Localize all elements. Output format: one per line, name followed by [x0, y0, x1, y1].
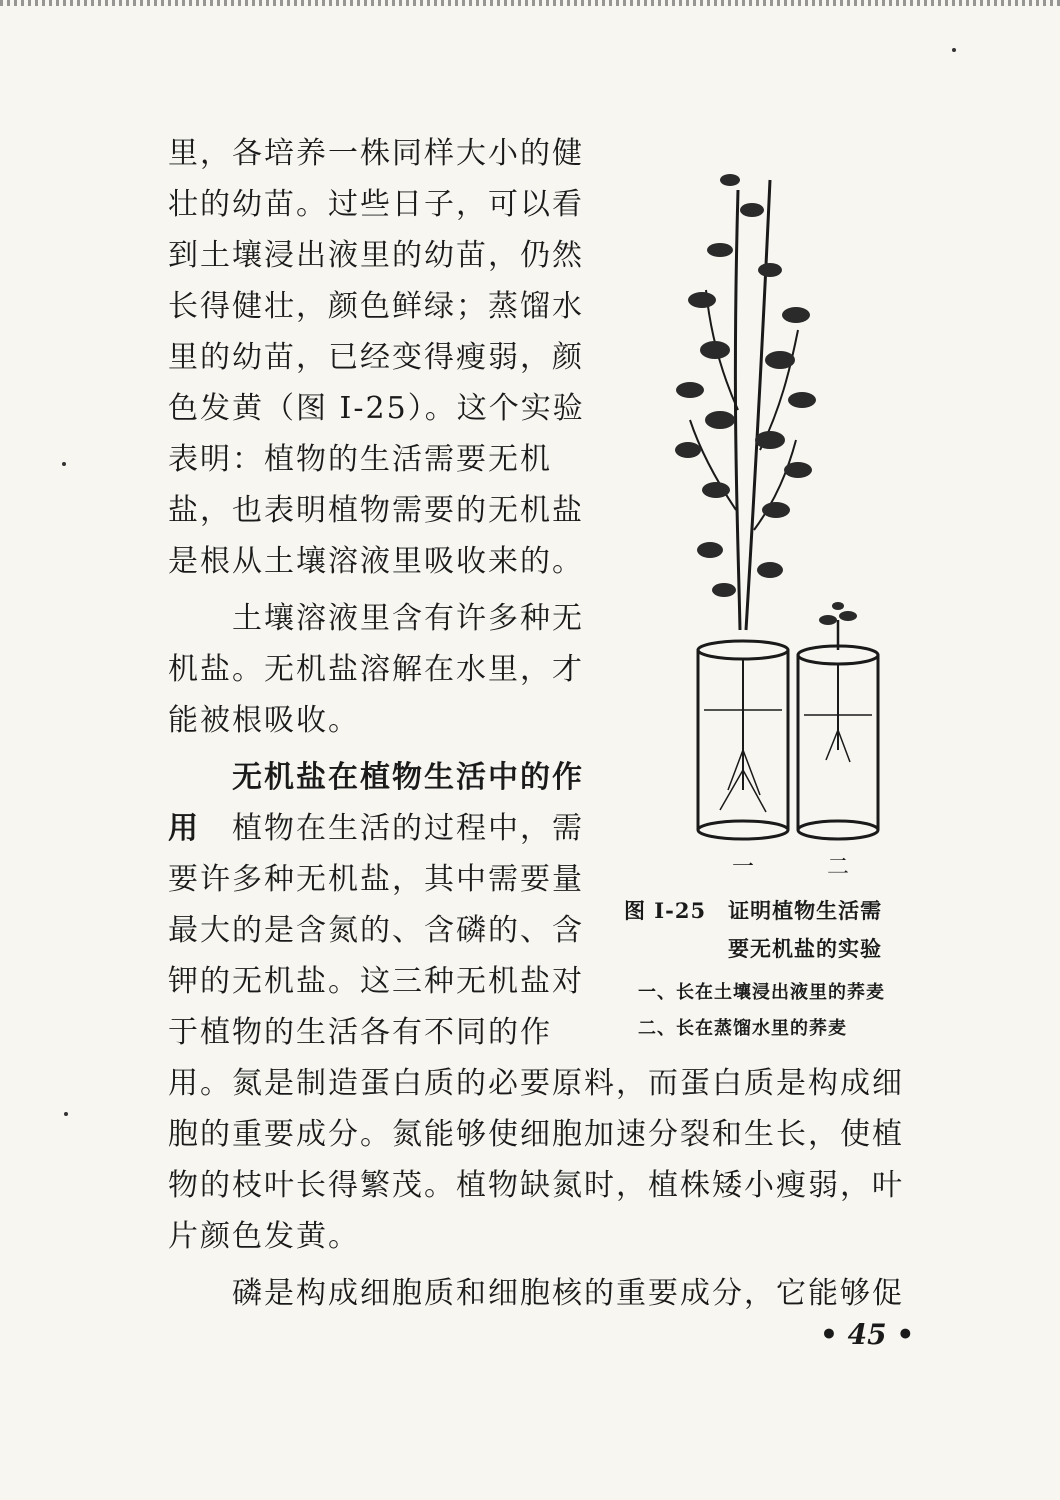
figure-legend-two: 二、长在蒸馏水里的荞麦	[638, 1018, 847, 1039]
scan-speck	[62, 462, 66, 466]
jar-label-one: 一	[732, 855, 755, 880]
figure-caption-line-1: 图 I-25 证明植物生活需	[624, 898, 883, 923]
scan-speck	[64, 1112, 68, 1116]
figure-i-25	[620, 150, 940, 1050]
page-number: • 45 •	[820, 1318, 915, 1351]
plant-illustration	[620, 150, 940, 870]
full-paragraph-2: 磷是构成细胞质和细胞核的重要成分，它能够促	[232, 1276, 904, 1311]
column-paragraph-1: 里，各培养一株同样大小的健壮的幼苗。过些日子，可以看到土壤浸出液里的幼苗，仍然长得健壮，颜色鲜绿；蒸馏水里的幼苗，已经变得瘦弱，颜色发黄（图 I-25）。这个实验表明：植物的生活需要无机盐，也表明植物需要的无机盐是根从土壤溶液里吸收来的。	[168, 136, 585, 579]
figure-caption-line-2: 要无机盐的实验	[728, 936, 882, 961]
full-width-text	[168, 1058, 928, 1319]
figure-legend-one: 一、长在土壤浸出液里的荞麦	[638, 982, 885, 1003]
column-paragraph-3	[168, 752, 608, 1109]
scan-speck	[952, 48, 956, 52]
jar-label-two: 二	[827, 855, 850, 880]
column-paragraph-2: 土壤溶液里含有许多种无机盐。无机盐溶解在水里，才能被根吸收。	[168, 601, 584, 738]
section-heading: 无机盐在植物生活中的作用	[168, 760, 584, 846]
page-top-edge	[0, 0, 1060, 6]
full-paragraph-1: 氮是制造蛋白质的必要原料，而蛋白质是构成细胞的重要成分。氮能够使细胞加速分裂和生长，使植物的枝叶长得繁茂。植物缺氮时，植株矮小瘦弱，叶片颜色发黄。	[168, 1066, 904, 1254]
text-column	[168, 128, 608, 1109]
column-paragraph-3-text: 植物在生活的过程中，需要许多种无机盐，其中需要量最大的是含氮的、含磷的、含钾的无机盐。这三种无机盐对于植物的生活各有不同的作用。	[168, 811, 584, 1101]
